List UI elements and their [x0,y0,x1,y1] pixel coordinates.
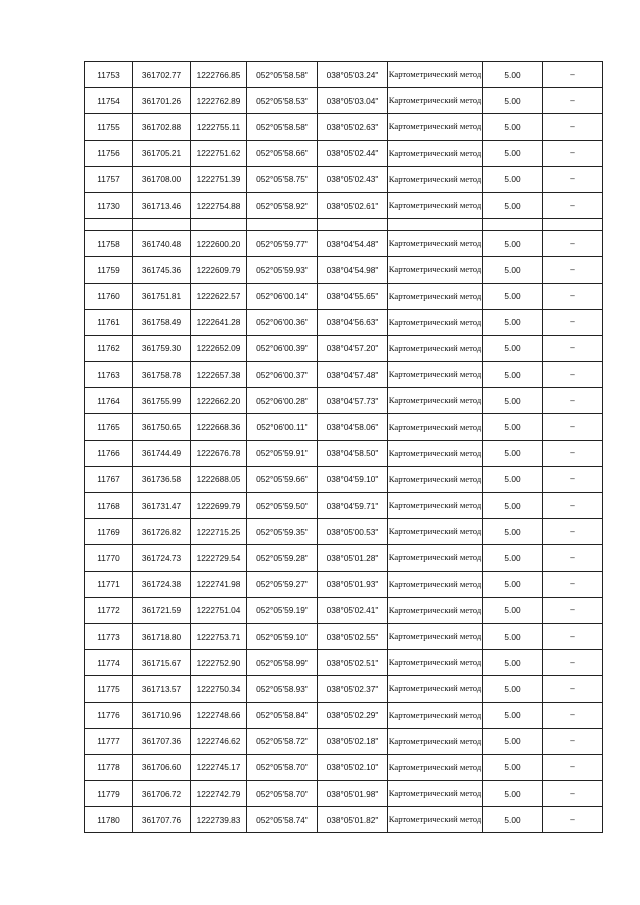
x-coordinate-cell: 361759.30 [133,335,191,361]
y-coordinate-cell: 1222668.36 [191,414,247,440]
x-coordinate-cell: 361707.76 [133,807,191,833]
method-cell: Картометрический метод [388,597,483,623]
table-row [85,545,603,571]
table-row [85,781,603,807]
y-coordinate-cell: 1222688.05 [191,466,247,492]
note-cell: – [543,114,603,140]
note-cell: – [543,362,603,388]
method-cell: Картометрический метод [388,493,483,519]
note-cell: – [543,140,603,166]
point-number-cell: 11763 [85,362,133,388]
method-cell: Картометрический метод [388,650,483,676]
note-cell: – [543,466,603,492]
longitude-cell: 038°04'58.06" [318,414,388,440]
longitude-cell: 038°05'01.98" [318,781,388,807]
note-cell: – [543,309,603,335]
point-number-cell: 11753 [85,62,133,88]
table-row [85,676,603,702]
y-coordinate-cell: 1222729.54 [191,545,247,571]
method-cell: Картометрический метод [388,728,483,754]
latitude-cell: 052°06'00.39" [247,335,318,361]
point-number-cell: 11769 [85,519,133,545]
x-coordinate-cell: 361740.48 [133,231,191,257]
method-cell: Картометрический метод [388,309,483,335]
empty-cell [543,219,603,231]
note-cell: – [543,335,603,361]
y-coordinate-cell: 1222745.17 [191,754,247,780]
method-cell: Картометрический метод [388,388,483,414]
empty-cell [191,219,247,231]
y-coordinate-cell: 1222662.20 [191,388,247,414]
longitude-cell: 038°05'01.93" [318,571,388,597]
method-cell: Картометрический метод [388,335,483,361]
accuracy-cell: 5.00 [483,440,543,466]
method-cell: Картометрический метод [388,807,483,833]
accuracy-cell: 5.00 [483,466,543,492]
point-number-cell: 11759 [85,257,133,283]
accuracy-cell: 5.00 [483,414,543,440]
table-row [85,140,603,166]
latitude-cell: 052°05'58.70" [247,754,318,780]
longitude-cell: 038°04'54.48" [318,231,388,257]
accuracy-cell: 5.00 [483,493,543,519]
method-cell: Картометрический метод [388,283,483,309]
longitude-cell: 038°04'57.48" [318,362,388,388]
y-coordinate-cell: 1222748.66 [191,702,247,728]
method-cell: Картометрический метод [388,114,483,140]
y-coordinate-cell: 1222742.79 [191,781,247,807]
latitude-cell: 052°05'59.19" [247,597,318,623]
accuracy-cell: 5.00 [483,676,543,702]
y-coordinate-cell: 1222753.71 [191,623,247,649]
table-row [85,362,603,388]
longitude-cell: 038°05'02.37" [318,676,388,702]
accuracy-cell: 5.00 [483,62,543,88]
x-coordinate-cell: 361706.60 [133,754,191,780]
y-coordinate-cell: 1222699.79 [191,493,247,519]
x-coordinate-cell: 361755.99 [133,388,191,414]
note-cell: – [543,283,603,309]
point-number-cell: 11777 [85,728,133,754]
latitude-cell: 052°05'58.53" [247,88,318,114]
x-coordinate-cell: 361724.73 [133,545,191,571]
method-cell: Картометрический метод [388,519,483,545]
x-coordinate-cell: 361713.46 [133,192,191,218]
longitude-cell: 038°05'00.53" [318,519,388,545]
x-coordinate-cell: 361750.65 [133,414,191,440]
longitude-cell: 038°04'57.20" [318,335,388,361]
table-row [85,309,603,335]
y-coordinate-cell: 1222676.78 [191,440,247,466]
y-coordinate-cell: 1222652.09 [191,335,247,361]
note-cell: – [543,519,603,545]
table-row [85,623,603,649]
y-coordinate-cell: 1222751.62 [191,140,247,166]
latitude-cell: 052°05'59.77" [247,231,318,257]
x-coordinate-cell: 361718.80 [133,623,191,649]
longitude-cell: 038°05'02.43" [318,166,388,192]
point-number-cell: 11765 [85,414,133,440]
latitude-cell: 052°05'59.66" [247,466,318,492]
latitude-cell: 052°05'59.35" [247,519,318,545]
longitude-cell: 038°05'02.29" [318,702,388,728]
note-cell: – [543,702,603,728]
note-cell: – [543,231,603,257]
method-cell: Картометрический метод [388,440,483,466]
latitude-cell: 052°05'58.70" [247,781,318,807]
latitude-cell: 052°05'58.58" [247,62,318,88]
x-coordinate-cell: 361751.81 [133,283,191,309]
note-cell: – [543,414,603,440]
empty-cell [318,219,388,231]
point-number-cell: 11768 [85,493,133,519]
accuracy-cell: 5.00 [483,335,543,361]
table-row [85,571,603,597]
table-row [85,88,603,114]
accuracy-cell: 5.00 [483,781,543,807]
table-row [85,114,603,140]
latitude-cell: 052°05'58.74" [247,807,318,833]
x-coordinate-cell: 361701.26 [133,88,191,114]
latitude-cell: 052°05'58.84" [247,702,318,728]
table-row [85,702,603,728]
accuracy-cell: 5.00 [483,650,543,676]
x-coordinate-cell: 361705.21 [133,140,191,166]
accuracy-cell: 5.00 [483,519,543,545]
y-coordinate-cell: 1222609.79 [191,257,247,283]
y-coordinate-cell: 1222751.04 [191,597,247,623]
method-cell: Картометрический метод [388,62,483,88]
table-row-empty [85,219,603,231]
latitude-cell: 052°06'00.36" [247,309,318,335]
point-number-cell: 11772 [85,597,133,623]
accuracy-cell: 5.00 [483,728,543,754]
accuracy-cell: 5.00 [483,309,543,335]
table-row [85,414,603,440]
table-row [85,335,603,361]
note-cell: – [543,166,603,192]
accuracy-cell: 5.00 [483,571,543,597]
longitude-cell: 038°04'58.50" [318,440,388,466]
latitude-cell: 052°06'00.11" [247,414,318,440]
latitude-cell: 052°05'59.91" [247,440,318,466]
method-cell: Картометрический метод [388,466,483,492]
empty-cell [247,219,318,231]
latitude-cell: 052°05'58.75" [247,166,318,192]
latitude-cell: 052°05'59.28" [247,545,318,571]
note-cell: – [543,545,603,571]
table-row [85,166,603,192]
point-number-cell: 11773 [85,623,133,649]
longitude-cell: 038°04'59.10" [318,466,388,492]
y-coordinate-cell: 1222754.88 [191,192,247,218]
x-coordinate-cell: 361744.49 [133,440,191,466]
point-number-cell: 11758 [85,231,133,257]
method-cell: Картометрический метод [388,676,483,702]
point-number-cell: 11771 [85,571,133,597]
y-coordinate-cell: 1222739.83 [191,807,247,833]
latitude-cell: 052°05'58.92" [247,192,318,218]
x-coordinate-cell: 361708.00 [133,166,191,192]
empty-cell [85,219,133,231]
longitude-cell: 038°04'54.98" [318,257,388,283]
y-coordinate-cell: 1222762.89 [191,88,247,114]
longitude-cell: 038°05'01.82" [318,807,388,833]
y-coordinate-cell: 1222715.25 [191,519,247,545]
method-cell: Картометрический метод [388,702,483,728]
table-body [85,62,603,833]
longitude-cell: 038°05'03.04" [318,88,388,114]
table-row [85,257,603,283]
point-number-cell: 11767 [85,466,133,492]
y-coordinate-cell: 1222752.90 [191,650,247,676]
longitude-cell: 038°04'59.71" [318,493,388,519]
note-cell: – [543,62,603,88]
longitude-cell: 038°05'02.51" [318,650,388,676]
note-cell: – [543,754,603,780]
table-row [85,728,603,754]
point-number-cell: 11761 [85,309,133,335]
note-cell: – [543,597,603,623]
accuracy-cell: 5.00 [483,702,543,728]
point-number-cell: 11778 [85,754,133,780]
accuracy-cell: 5.00 [483,231,543,257]
longitude-cell: 038°05'02.41" [318,597,388,623]
note-cell: – [543,571,603,597]
point-number-cell: 11757 [85,166,133,192]
x-coordinate-cell: 361758.49 [133,309,191,335]
latitude-cell: 052°06'00.37" [247,362,318,388]
note-cell: – [543,650,603,676]
table-row [85,192,603,218]
accuracy-cell: 5.00 [483,754,543,780]
point-number-cell: 11770 [85,545,133,571]
x-coordinate-cell: 361713.57 [133,676,191,702]
table-row [85,388,603,414]
table-row [85,62,603,88]
y-coordinate-cell: 1222657.38 [191,362,247,388]
y-coordinate-cell: 1222750.34 [191,676,247,702]
note-cell: – [543,728,603,754]
accuracy-cell: 5.00 [483,192,543,218]
accuracy-cell: 5.00 [483,597,543,623]
latitude-cell: 052°06'00.14" [247,283,318,309]
accuracy-cell: 5.00 [483,283,543,309]
accuracy-cell: 5.00 [483,623,543,649]
empty-cell [388,219,483,231]
longitude-cell: 038°05'02.55" [318,623,388,649]
point-number-cell: 11756 [85,140,133,166]
y-coordinate-cell: 1222741.98 [191,571,247,597]
accuracy-cell: 5.00 [483,88,543,114]
method-cell: Картометрический метод [388,88,483,114]
method-cell: Картометрический метод [388,571,483,597]
y-coordinate-cell: 1222766.85 [191,62,247,88]
note-cell: – [543,623,603,649]
table-row [85,283,603,309]
table-row [85,597,603,623]
accuracy-cell: 5.00 [483,257,543,283]
longitude-cell: 038°05'03.24" [318,62,388,88]
longitude-cell: 038°05'01.28" [318,545,388,571]
method-cell: Картометрический метод [388,257,483,283]
table-row [85,231,603,257]
point-number-cell: 11774 [85,650,133,676]
note-cell: – [543,676,603,702]
latitude-cell: 052°06'00.28" [247,388,318,414]
note-cell: – [543,781,603,807]
y-coordinate-cell: 1222622.57 [191,283,247,309]
note-cell: – [543,807,603,833]
empty-cell [483,219,543,231]
note-cell: – [543,88,603,114]
latitude-cell: 052°05'58.58" [247,114,318,140]
table-row [85,466,603,492]
method-cell: Картометрический метод [388,231,483,257]
accuracy-cell: 5.00 [483,140,543,166]
latitude-cell: 052°05'59.10" [247,623,318,649]
point-number-cell: 11762 [85,335,133,361]
x-coordinate-cell: 361721.59 [133,597,191,623]
point-number-cell: 11760 [85,283,133,309]
latitude-cell: 052°05'58.66" [247,140,318,166]
y-coordinate-cell: 1222751.39 [191,166,247,192]
latitude-cell: 052°05'58.72" [247,728,318,754]
note-cell: – [543,388,603,414]
note-cell: – [543,493,603,519]
method-cell: Картометрический метод [388,362,483,388]
longitude-cell: 038°04'55.65" [318,283,388,309]
method-cell: Картометрический метод [388,781,483,807]
x-coordinate-cell: 361736.58 [133,466,191,492]
note-cell: – [543,192,603,218]
longitude-cell: 038°04'57.73" [318,388,388,414]
y-coordinate-cell: 1222641.28 [191,309,247,335]
y-coordinate-cell: 1222746.62 [191,728,247,754]
x-coordinate-cell: 361706.72 [133,781,191,807]
point-number-cell: 11755 [85,114,133,140]
point-number-cell: 11776 [85,702,133,728]
x-coordinate-cell: 361724.38 [133,571,191,597]
method-cell: Картометрический метод [388,166,483,192]
method-cell: Картометрический метод [388,192,483,218]
longitude-cell: 038°05'02.44" [318,140,388,166]
method-cell: Картометрический метод [388,414,483,440]
longitude-cell: 038°04'56.63" [318,309,388,335]
longitude-cell: 038°05'02.10" [318,754,388,780]
x-coordinate-cell: 361702.77 [133,62,191,88]
point-number-cell: 11779 [85,781,133,807]
accuracy-cell: 5.00 [483,807,543,833]
point-number-cell: 11730 [85,192,133,218]
y-coordinate-cell: 1222600.20 [191,231,247,257]
coordinates-table [84,61,603,833]
x-coordinate-cell: 361731.47 [133,493,191,519]
table-row [85,519,603,545]
point-number-cell: 11766 [85,440,133,466]
point-number-cell: 11780 [85,807,133,833]
accuracy-cell: 5.00 [483,388,543,414]
latitude-cell: 052°05'59.27" [247,571,318,597]
method-cell: Картометрический метод [388,623,483,649]
accuracy-cell: 5.00 [483,114,543,140]
latitude-cell: 052°05'58.99" [247,650,318,676]
table-row [85,650,603,676]
x-coordinate-cell: 361758.78 [133,362,191,388]
latitude-cell: 052°05'58.93" [247,676,318,702]
table-row [85,754,603,780]
x-coordinate-cell: 361710.96 [133,702,191,728]
x-coordinate-cell: 361702.88 [133,114,191,140]
longitude-cell: 038°05'02.18" [318,728,388,754]
x-coordinate-cell: 361745.36 [133,257,191,283]
method-cell: Картометрический метод [388,754,483,780]
latitude-cell: 052°05'59.93" [247,257,318,283]
y-coordinate-cell: 1222755.11 [191,114,247,140]
empty-cell [133,219,191,231]
latitude-cell: 052°05'59.50" [247,493,318,519]
longitude-cell: 038°05'02.61" [318,192,388,218]
table-row [85,493,603,519]
x-coordinate-cell: 361715.67 [133,650,191,676]
method-cell: Картометрический метод [388,545,483,571]
x-coordinate-cell: 361707.36 [133,728,191,754]
note-cell: – [543,440,603,466]
longitude-cell: 038°05'02.63" [318,114,388,140]
document-page [84,61,602,833]
accuracy-cell: 5.00 [483,166,543,192]
point-number-cell: 11764 [85,388,133,414]
method-cell: Картометрический метод [388,140,483,166]
accuracy-cell: 5.00 [483,362,543,388]
accuracy-cell: 5.00 [483,545,543,571]
point-number-cell: 11775 [85,676,133,702]
point-number-cell: 11754 [85,88,133,114]
x-coordinate-cell: 361726.82 [133,519,191,545]
table-row [85,807,603,833]
table-row [85,440,603,466]
note-cell: – [543,257,603,283]
